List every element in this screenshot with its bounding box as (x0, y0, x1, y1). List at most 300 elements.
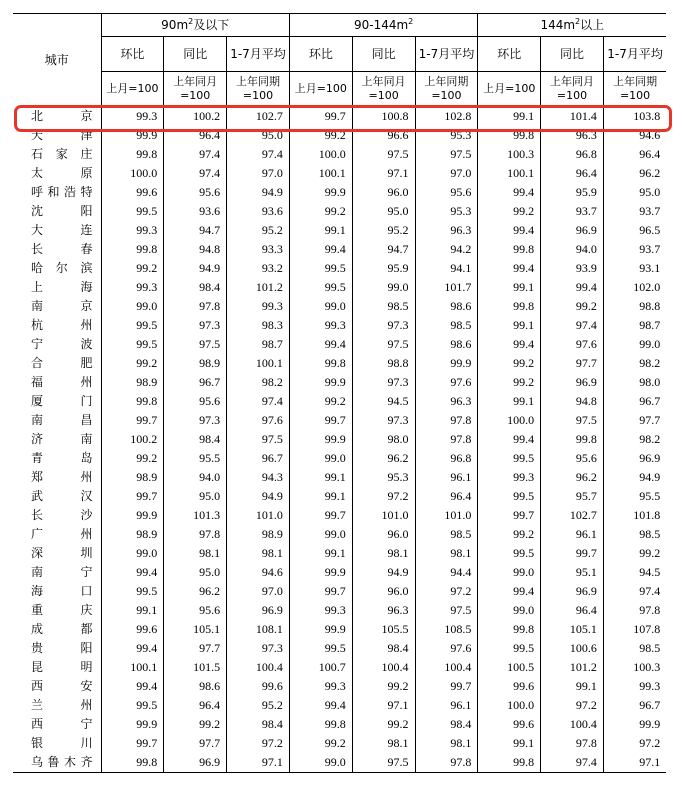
value-cell: 98.1 (352, 544, 415, 563)
value-cell: 97.2 (541, 696, 604, 715)
city-cell: 兰州 (13, 696, 101, 715)
value-cell: 96.8 (415, 449, 478, 468)
value-cell: 97.3 (352, 373, 415, 392)
value-cell: 99.0 (603, 335, 666, 354)
table-row (13, 658, 666, 677)
value-cell: 99.7 (415, 677, 478, 696)
value-cell: 99.8 (478, 297, 541, 316)
value-cell: 99.1 (289, 487, 352, 506)
value-cell: 96.9 (541, 373, 604, 392)
value-cell: 96.8 (541, 145, 604, 164)
value-cell: 99.5 (136, 584, 158, 598)
value-cell: 97.4 (603, 582, 666, 601)
table-row (13, 639, 666, 658)
value-cell: 95.0 (352, 202, 415, 221)
city-cell: 重庆 (13, 601, 101, 620)
value-cell: 97.4 (541, 753, 604, 773)
value-cell: 101.0 (352, 506, 415, 525)
value-cell: 96.5 (603, 221, 666, 240)
city-cell: 银川 (13, 734, 101, 753)
value-cell: 94.7 (164, 221, 227, 240)
value-cell: 101.4 (541, 107, 604, 127)
table-row (13, 563, 666, 582)
value-cell: 94.0 (541, 240, 604, 259)
value-cell: 97.4 (227, 392, 290, 411)
value-cell: 99.1 (289, 221, 352, 240)
value-cell: 100.0 (478, 696, 541, 715)
value-cell: 99.2 (541, 297, 604, 316)
value-cell: 94.5 (352, 392, 415, 411)
value-cell: 102.0 (603, 278, 666, 297)
sub-header: 环比 (101, 37, 164, 72)
value-cell: 96.9 (164, 753, 227, 773)
table-row (13, 582, 666, 601)
table-row (13, 278, 666, 297)
value-cell: 99.8 (478, 620, 541, 639)
base-header: 上月=100 (289, 72, 352, 107)
value-cell: 101.5 (164, 658, 227, 677)
value-cell: 98.0 (603, 373, 666, 392)
value-cell: 100.0 (130, 166, 158, 180)
city-cell: 呼和浩特 (13, 183, 101, 202)
value-cell: 99.7 (136, 489, 158, 503)
value-cell: 94.5 (603, 563, 666, 582)
value-cell: 96.4 (164, 126, 227, 145)
table-row (13, 107, 666, 127)
value-cell: 100.0 (289, 145, 352, 164)
city-cell: 广州 (13, 525, 101, 544)
value-cell: 95.0 (164, 487, 227, 506)
value-cell: 99.6 (136, 185, 158, 199)
value-cell: 99.4 (136, 641, 158, 655)
value-cell: 99.9 (289, 183, 352, 202)
value-cell: 98.8 (352, 354, 415, 373)
value-cell: 94.8 (164, 240, 227, 259)
value-cell: 97.5 (352, 145, 415, 164)
value-cell: 105.5 (352, 620, 415, 639)
value-cell: 95.2 (352, 221, 415, 240)
table-row (13, 126, 666, 145)
value-cell: 98.4 (164, 430, 227, 449)
value-cell: 99.4 (136, 565, 158, 579)
value-cell: 99.4 (541, 278, 604, 297)
base-header: 上年同期=100 (227, 72, 290, 107)
value-cell: 102.7 (227, 107, 290, 127)
value-cell: 97.4 (227, 145, 290, 164)
base-header: 上年同期=100 (415, 72, 478, 107)
table-row (13, 297, 666, 316)
table-row (13, 373, 666, 392)
value-cell: 97.8 (415, 430, 478, 449)
table-row (13, 221, 666, 240)
value-cell: 99.1 (478, 107, 541, 127)
value-cell: 99.0 (136, 299, 158, 313)
value-cell: 96.9 (541, 582, 604, 601)
value-cell: 99.9 (289, 620, 352, 639)
value-cell: 99.4 (289, 240, 352, 259)
value-cell: 99.5 (289, 639, 352, 658)
value-cell: 96.1 (415, 468, 478, 487)
value-cell: 96.3 (352, 601, 415, 620)
value-cell: 93.7 (541, 202, 604, 221)
value-cell: 99.4 (478, 259, 541, 278)
value-cell: 100.3 (478, 145, 541, 164)
value-cell: 95.2 (227, 221, 290, 240)
value-cell: 99.9 (136, 128, 158, 142)
value-cell: 97.5 (415, 601, 478, 620)
value-cell: 99.0 (478, 563, 541, 582)
value-cell: 98.6 (164, 677, 227, 696)
value-cell: 93.7 (603, 240, 666, 259)
table-row (13, 715, 666, 734)
value-cell: 97.6 (227, 411, 290, 430)
price-index-table (13, 13, 666, 773)
value-cell: 93.6 (227, 202, 290, 221)
city-cell: 长沙 (13, 506, 101, 525)
value-cell: 97.7 (164, 734, 227, 753)
value-cell: 97.4 (541, 316, 604, 335)
value-cell: 99.4 (136, 679, 158, 693)
value-cell: 97.8 (415, 411, 478, 430)
value-cell: 94.3 (227, 468, 290, 487)
value-cell: 105.1 (541, 620, 604, 639)
table-row (13, 183, 666, 202)
value-cell: 99.2 (136, 261, 158, 275)
value-cell: 99.9 (136, 717, 158, 731)
value-cell: 102.8 (415, 107, 478, 127)
value-cell: 96.6 (352, 126, 415, 145)
value-cell: 96.2 (164, 582, 227, 601)
value-cell: 99.7 (289, 411, 352, 430)
city-cell: 哈尔滨 (13, 259, 101, 278)
city-cell: 长春 (13, 240, 101, 259)
value-cell: 97.6 (541, 335, 604, 354)
value-cell: 94.9 (603, 468, 666, 487)
value-cell: 99.8 (478, 753, 541, 773)
city-cell: 杭州 (13, 316, 101, 335)
value-cell: 98.4 (164, 278, 227, 297)
value-cell: 98.5 (603, 639, 666, 658)
value-cell: 96.1 (415, 696, 478, 715)
sub-header: 1-7月平均 (603, 37, 666, 72)
value-cell: 98.3 (227, 316, 290, 335)
base-header: 上月=100 (101, 72, 164, 107)
value-cell: 97.8 (415, 753, 478, 773)
value-cell: 99.1 (478, 316, 541, 335)
value-cell: 99.0 (289, 449, 352, 468)
value-cell: 108.5 (415, 620, 478, 639)
value-cell: 96.9 (541, 221, 604, 240)
value-cell: 101.2 (541, 658, 604, 677)
value-cell: 97.1 (603, 753, 666, 773)
value-cell: 100.1 (130, 660, 158, 674)
value-cell: 98.1 (415, 734, 478, 753)
value-cell: 99.9 (415, 354, 478, 373)
value-cell: 100.1 (289, 164, 352, 183)
table-row (13, 430, 666, 449)
value-cell: 98.2 (603, 430, 666, 449)
value-cell: 101.3 (164, 506, 227, 525)
value-cell: 95.6 (164, 392, 227, 411)
value-cell: 99.1 (478, 278, 541, 297)
group-header-small: $90m^2$及以下 (101, 14, 289, 37)
value-cell: 99.2 (478, 525, 541, 544)
value-cell: 97.7 (541, 354, 604, 373)
city-cell: 海口 (13, 582, 101, 601)
value-cell: 99.0 (478, 601, 541, 620)
city-cell: 深圳 (13, 544, 101, 563)
value-cell: 99.8 (289, 715, 352, 734)
value-cell: 96.7 (164, 373, 227, 392)
value-cell: 95.6 (541, 449, 604, 468)
value-cell: 98.9 (136, 470, 158, 484)
value-cell: 100.4 (227, 658, 290, 677)
value-cell: 99.5 (136, 204, 158, 218)
value-cell: 98.5 (415, 525, 478, 544)
value-cell: 99.2 (289, 202, 352, 221)
value-cell: 99.2 (478, 202, 541, 221)
sub-header: 同比 (541, 37, 604, 72)
value-cell: 97.3 (164, 411, 227, 430)
value-cell: 102.7 (541, 506, 604, 525)
value-cell: 99.6 (136, 622, 158, 636)
sub-header: 环比 (478, 37, 541, 72)
group-header-large: $144m^2$以上 (478, 14, 666, 37)
value-cell: 96.7 (603, 392, 666, 411)
value-cell: 99.2 (603, 544, 666, 563)
value-cell: 94.9 (227, 183, 290, 202)
value-cell: 93.9 (541, 259, 604, 278)
value-cell: 95.0 (603, 183, 666, 202)
value-cell: 99.8 (478, 126, 541, 145)
value-cell: 99.3 (603, 677, 666, 696)
value-cell: 101.0 (415, 506, 478, 525)
value-cell: 95.0 (164, 563, 227, 582)
value-cell: 99.0 (289, 753, 352, 773)
value-cell: 98.1 (415, 544, 478, 563)
value-cell: 97.1 (227, 753, 290, 773)
value-cell: 98.5 (415, 316, 478, 335)
value-cell: 100.2 (130, 432, 158, 446)
value-cell: 95.3 (415, 126, 478, 145)
value-cell: 97.5 (541, 411, 604, 430)
value-cell: 99.4 (289, 335, 352, 354)
value-cell: 99.5 (478, 544, 541, 563)
sub-header: 同比 (352, 37, 415, 72)
table-body (13, 107, 666, 773)
value-cell: 95.3 (352, 468, 415, 487)
value-cell: 99.2 (478, 373, 541, 392)
table-row (13, 259, 666, 278)
value-cell: 99.8 (289, 354, 352, 373)
city-cell: 上海 (13, 278, 101, 297)
value-cell: 101.7 (415, 278, 478, 297)
value-cell: 98.2 (603, 354, 666, 373)
value-cell: 93.1 (603, 259, 666, 278)
value-cell: 99.2 (136, 451, 158, 465)
value-cell: 99.7 (136, 413, 158, 427)
value-cell: 105.1 (164, 620, 227, 639)
value-cell: 98.5 (603, 525, 666, 544)
value-cell: 97.7 (164, 639, 227, 658)
table-row (13, 753, 666, 773)
city-cell: 南昌 (13, 411, 101, 430)
value-cell: 99.7 (541, 544, 604, 563)
value-cell: 98.4 (227, 715, 290, 734)
table-row (13, 487, 666, 506)
value-cell: 94.9 (164, 259, 227, 278)
value-cell: 97.5 (352, 753, 415, 773)
city-cell: 成都 (13, 620, 101, 639)
value-cell: 96.9 (603, 449, 666, 468)
value-cell: 99.5 (478, 487, 541, 506)
city-cell: 太原 (13, 164, 101, 183)
table-row (13, 525, 666, 544)
value-cell: 96.9 (227, 601, 290, 620)
value-cell: 99.3 (289, 316, 352, 335)
value-cell: 99.4 (478, 183, 541, 202)
value-cell: 95.6 (164, 183, 227, 202)
value-cell: 98.7 (603, 316, 666, 335)
city-cell: 大连 (13, 221, 101, 240)
value-cell: 100.7 (289, 658, 352, 677)
value-cell: 97.3 (352, 316, 415, 335)
value-cell: 99.2 (136, 356, 158, 370)
value-cell: 98.8 (603, 297, 666, 316)
value-cell: 100.5 (478, 658, 541, 677)
value-cell: 98.9 (227, 525, 290, 544)
value-cell: 99.1 (136, 603, 158, 617)
city-cell: 西宁 (13, 715, 101, 734)
value-cell: 94.4 (415, 563, 478, 582)
value-cell: 97.5 (415, 145, 478, 164)
value-cell: 99.9 (289, 563, 352, 582)
table-row (13, 316, 666, 335)
value-cell: 97.3 (227, 639, 290, 658)
value-cell: 99.4 (478, 430, 541, 449)
sub-header-row (13, 37, 666, 72)
value-cell: 99.2 (478, 354, 541, 373)
value-cell: 99.1 (478, 392, 541, 411)
value-cell: 96.2 (603, 164, 666, 183)
value-cell: 99.4 (478, 582, 541, 601)
table-row (13, 164, 666, 183)
city-cell: 南宁 (13, 563, 101, 582)
city-cell: 贵阳 (13, 639, 101, 658)
value-cell: 94.7 (352, 240, 415, 259)
city-cell: 宁波 (13, 335, 101, 354)
value-cell: 99.1 (541, 677, 604, 696)
value-cell: 96.4 (603, 145, 666, 164)
value-cell: 98.4 (415, 715, 478, 734)
value-cell: 99.5 (289, 259, 352, 278)
value-cell: 99.7 (289, 506, 352, 525)
table-row (13, 354, 666, 373)
value-cell: 98.9 (136, 375, 158, 389)
value-cell: 93.6 (164, 202, 227, 221)
value-cell: 97.0 (415, 164, 478, 183)
value-cell: 99.2 (289, 392, 352, 411)
value-cell: 99.3 (227, 297, 290, 316)
city-cell: 石家庄 (13, 145, 101, 164)
value-cell: 98.1 (164, 544, 227, 563)
sub-header: 环比 (289, 37, 352, 72)
city-cell: 青岛 (13, 449, 101, 468)
value-cell: 99.4 (478, 335, 541, 354)
base-header: 上年同期=100 (603, 72, 666, 107)
sub-header: 同比 (164, 37, 227, 72)
sub-header: 1-7月平均 (227, 37, 290, 72)
value-cell: 98.0 (352, 430, 415, 449)
value-cell: 94.8 (541, 392, 604, 411)
value-cell: 99.0 (289, 525, 352, 544)
value-cell: 99.2 (352, 677, 415, 696)
value-cell: 98.1 (227, 544, 290, 563)
value-cell: 99.2 (352, 715, 415, 734)
city-cell: 沈阳 (13, 202, 101, 221)
value-cell: 99.5 (478, 449, 541, 468)
value-cell: 100.0 (478, 411, 541, 430)
value-cell: 94.1 (415, 259, 478, 278)
value-cell: 97.2 (603, 734, 666, 753)
value-cell: 99.1 (289, 544, 352, 563)
table-row (13, 544, 666, 563)
value-cell: 95.5 (603, 487, 666, 506)
value-cell: 99.3 (289, 601, 352, 620)
value-cell: 97.3 (164, 316, 227, 335)
value-cell: 107.8 (603, 620, 666, 639)
value-cell: 100.4 (352, 658, 415, 677)
city-cell: 厦门 (13, 392, 101, 411)
value-cell: 99.0 (136, 546, 158, 560)
value-cell: 96.3 (541, 126, 604, 145)
table-header (13, 14, 666, 107)
value-cell: 99.5 (478, 639, 541, 658)
table-row (13, 601, 666, 620)
value-cell: 98.9 (136, 527, 158, 541)
table-row (13, 202, 666, 221)
city-cell: 武汉 (13, 487, 101, 506)
city-cell: 乌鲁木齐 (13, 753, 101, 773)
value-cell: 94.6 (227, 563, 290, 582)
value-cell: 96.1 (541, 525, 604, 544)
table-row (13, 411, 666, 430)
value-cell: 97.8 (603, 601, 666, 620)
sub-header: 1-7月平均 (415, 37, 478, 72)
value-cell: 99.8 (136, 242, 158, 256)
city-cell: 济南 (13, 430, 101, 449)
value-cell: 99.4 (289, 696, 352, 715)
value-cell: 97.6 (415, 373, 478, 392)
value-cell: 95.6 (415, 183, 478, 202)
value-cell: 95.6 (164, 601, 227, 620)
table-row (13, 696, 666, 715)
value-cell: 99.4 (478, 221, 541, 240)
value-cell: 98.7 (227, 335, 290, 354)
value-cell: 97.1 (352, 696, 415, 715)
value-cell: 99.7 (478, 506, 541, 525)
value-cell: 100.1 (227, 354, 290, 373)
table-row (13, 506, 666, 525)
value-cell: 97.5 (227, 430, 290, 449)
value-cell: 95.5 (164, 449, 227, 468)
value-cell: 96.0 (352, 183, 415, 202)
value-cell: 99.6 (478, 715, 541, 734)
value-cell: 99.3 (478, 468, 541, 487)
value-cell: 95.2 (227, 696, 290, 715)
value-cell: 100.4 (415, 658, 478, 677)
value-cell: 95.7 (541, 487, 604, 506)
